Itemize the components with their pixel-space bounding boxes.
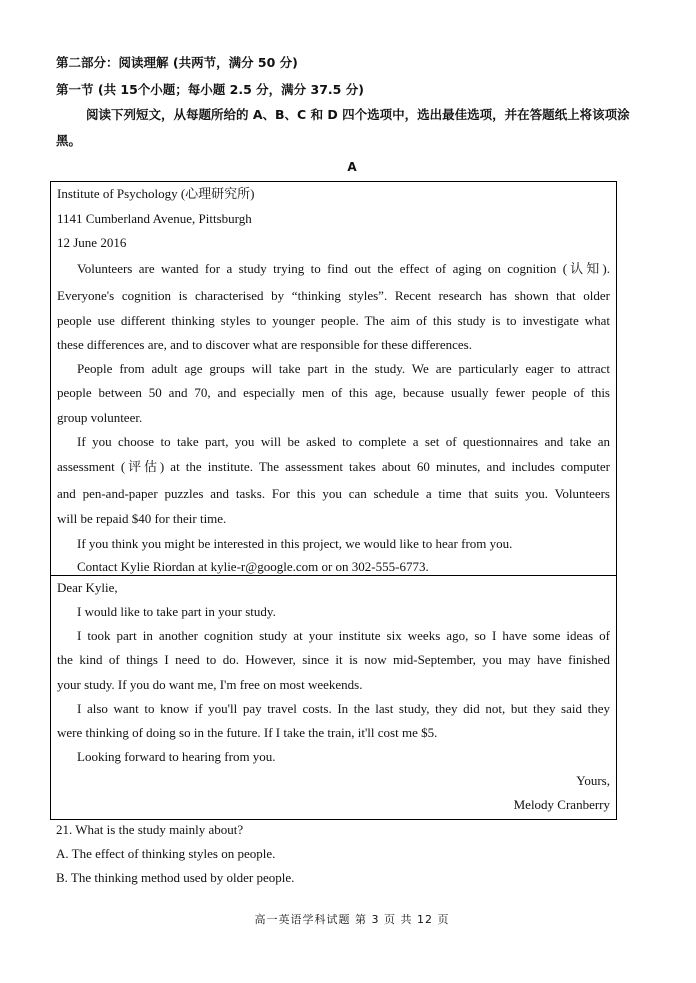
question-stem: 21. What is the study mainly about? bbox=[56, 822, 244, 837]
letter-line: were thinking of doing so in the future. If I take the train, it'll cost me $5. bbox=[57, 725, 438, 740]
notice-line: People from adult age groups will take part in the study. We are particularly eager to attract bbox=[77, 361, 610, 376]
notice-line: people use different thinking styles to younger people. The aim of this study is to investigate what bbox=[57, 313, 610, 328]
letter-line: your study. If you do want me, I'm free on most weekends. bbox=[57, 677, 363, 692]
part-heading: 第二部分：阅读理解 (共两节，满分 50 分) bbox=[56, 55, 298, 70]
instruction-text: 阅读下列短文，从每题所给的 A、B、C 和 D 四个选项中，选出最佳选项，并在答题纸上将该项涂黑。 bbox=[56, 107, 630, 148]
letter-signature: Melody Cranberry bbox=[513, 797, 610, 812]
letter-line: I took part in another cognition study at your institute six weeks ago, so I have some ideas of bbox=[77, 628, 610, 643]
notice-line: these differences are, and to discover what are responsible for these differences. bbox=[57, 337, 472, 352]
notice-address: 1141 Cumberland Avenue, Pittsburgh bbox=[57, 211, 252, 226]
section-heading: 第一节 (共 15个小题；每小题 2.5 分，满分 37.5 分) bbox=[56, 82, 364, 97]
passage-letter: A bbox=[347, 160, 357, 174]
letter-line: Looking forward to hearing from you. bbox=[77, 749, 276, 764]
notice-line: If you think you might be interested in this project, we would like to hear from you. bbox=[77, 536, 513, 551]
question-option-a: A. The effect of thinking styles on people. bbox=[56, 846, 276, 861]
notice-line: people between 50 and 70, and especially men of this age, because usually fewer people of this bbox=[57, 385, 610, 400]
letter-box bbox=[50, 575, 617, 820]
letter-salutation: Dear Kylie, bbox=[57, 580, 118, 595]
page-footer: 高一英语学科试题 第 3 页 共 12 页 bbox=[254, 913, 450, 926]
notice-line: Volunteers are wanted for a study trying to find out the effect of aging on cognition (认知). bbox=[77, 261, 610, 276]
notice-box bbox=[50, 181, 617, 576]
notice-line: Everyone's cognition is characterised by “thinking styles”. Recent research has shown that older bbox=[57, 288, 610, 303]
notice-line: assessment (评估) at the institute. The assessment takes about 60 minutes, and includes computer bbox=[57, 459, 610, 474]
notice-line: will be repaid $40 for their time. bbox=[57, 511, 227, 526]
notice-line: group volunteer. bbox=[57, 410, 143, 425]
notice-line: If you choose to take part, you will be asked to complete a set of questionnaires and take an bbox=[77, 434, 610, 449]
notice-org: Institute of Psychology (心理研究所) bbox=[57, 186, 255, 201]
notice-contact: Contact Kylie Riordan at kylie-r@google.com or on 302-555-6773. bbox=[77, 559, 429, 574]
letter-line: I would like to take part in your study. bbox=[77, 604, 276, 619]
question-option-b: B. The thinking method used by older people. bbox=[56, 870, 295, 885]
notice-date: 12 June 2016 bbox=[57, 235, 127, 250]
letter-line: I also want to know if you'll pay travel costs. In the last study, they did not, but they said they bbox=[77, 701, 610, 716]
letter-line: the kind of things I need to do. However, since it is now mid-September, you may have finished bbox=[57, 652, 610, 667]
notice-line: and pen-and-paper puzzles and tasks. For this you can schedule a time that suits you. Volunteers bbox=[57, 486, 610, 501]
letter-closing: Yours, bbox=[576, 773, 610, 788]
